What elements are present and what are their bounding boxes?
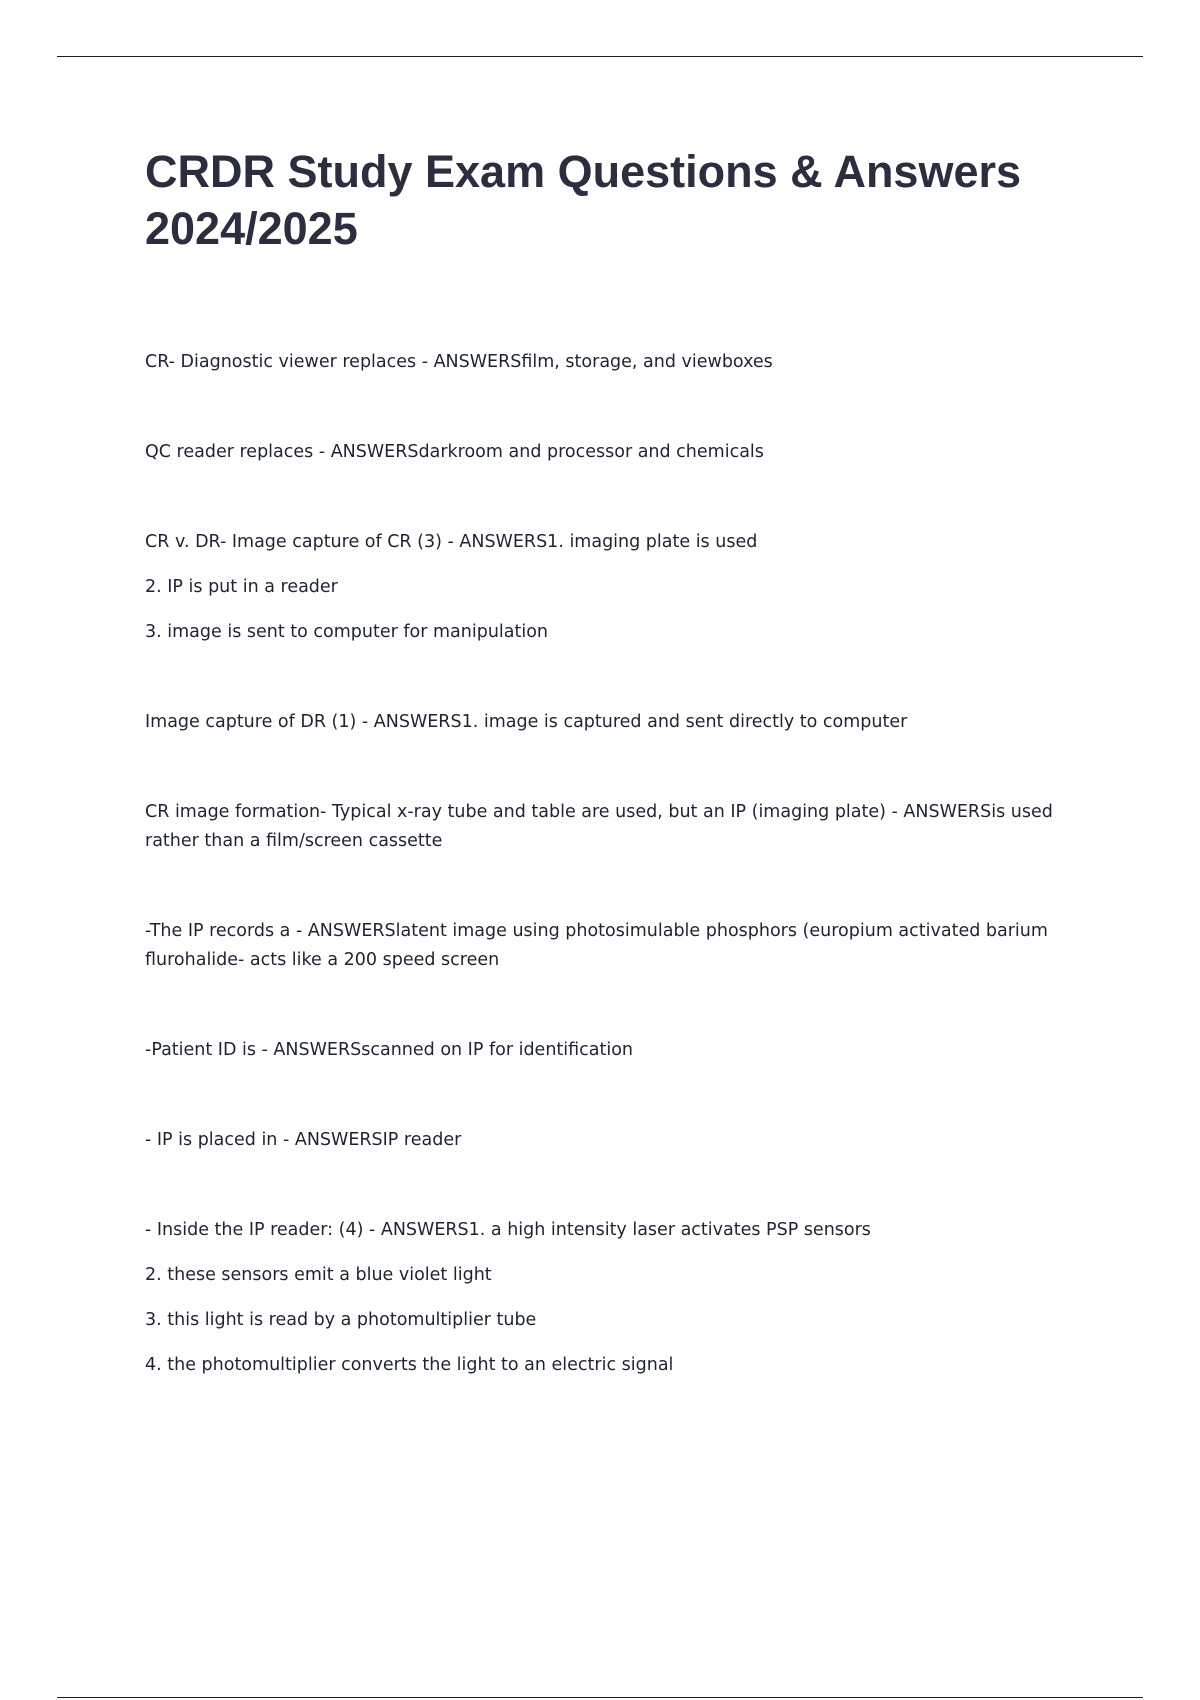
top-divider [57,56,1143,57]
qa-text: CR v. DR- Image capture of CR (3) - ANSWERS1. imaging plate is used [145,532,758,552]
qa-item [145,798,1075,856]
qa-item [145,438,1075,467]
qa-answer-line: 3. image is sent to computer for manipulation [145,622,549,642]
qa-text: - IP is placed in - ANSWERSIP reader [145,1130,462,1150]
qa-item [145,348,1075,377]
qa-text: CR image formation- Typical x-ray tube and table are used, but an IP (imaging plate) - ANSWERSis used rather than a film/screen cassette [145,802,1053,851]
qa-answer-line: 4. the photomultiplier converts the light to an electric signal [145,1355,674,1375]
qa-item [145,1036,1075,1065]
qa-text: Image capture of DR (1) - ANSWERS1. image is captured and sent directly to computer [145,712,908,732]
qa-text: -Patient ID is - ANSWERSscanned on IP for identification [145,1040,634,1060]
qa-item [145,708,1075,737]
bottom-divider [57,1697,1143,1698]
qa-item [145,1216,1075,1380]
qa-list [145,348,1075,1441]
qa-text: - Inside the IP reader: (4) - ANSWERS1. a high intensity laser activates PSP sensors [145,1220,871,1240]
page-title: CRDR Study Exam Questions & Answers 2024/2025 [145,146,1022,254]
qa-answer-line: 3. this light is read by a photomultiplier tube [145,1310,537,1330]
qa-item [145,917,1075,975]
qa-answer-line: 2. these sensors emit a blue violet light [145,1265,492,1285]
qa-item [145,1126,1075,1155]
qa-item [145,528,1075,647]
qa-answer-line: 2. IP is put in a reader [145,577,338,597]
qa-text: CR- Diagnostic viewer replaces - ANSWERSfilm, storage, and viewboxes [145,352,773,372]
qa-text: -The IP records a - ANSWERSlatent image using photosimulable phosphors (europium activated barium flurohalide- acts like a 200 speed screen [145,921,1048,970]
qa-text: QC reader replaces - ANSWERSdarkroom and processor and chemicals [145,442,764,462]
